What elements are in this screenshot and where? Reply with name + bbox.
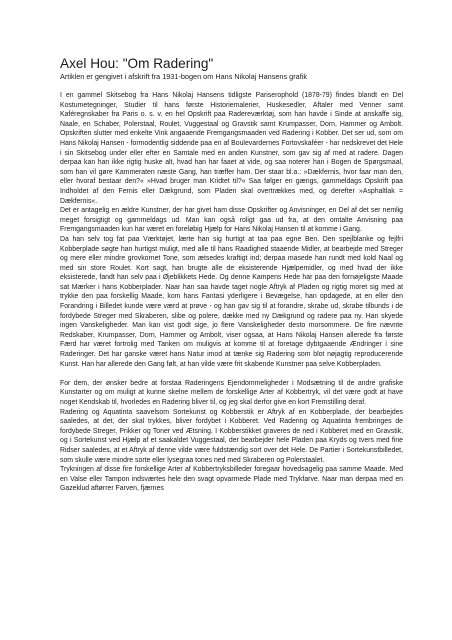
page-title: Axel Hou: "Om Radering" xyxy=(60,56,214,71)
paragraph: Radering og Aquatinta saavelsom Sortekunst og Kobberstik er Aftryk af en Kobberplade, der bearbejdes saaledes, at det, der skal trykkes, bliver fordybet i Kobberet. Ved Radering og Aquatinta frembringes de fordybede Streger, Prikker og Toner ved Ætsning. I Kobberstikket graveres de ned i Kobberet med en Gravstik, og i Sortekunst ved Hjælp af et saakaldet Vuggestaal, der bearbejder hele Pladen paa Kryds og tvers med fine Ridser saaledes, at et Aftryk af denne vilde være fuldstændig sort over det Hele. De Partier i Sortekunstbilledet, som skulle være mindre sorte eller lysegraa tones ned med Skraberen og Polerstaalet. xyxy=(60,408,403,464)
article-body xyxy=(60,91,403,494)
paragraph: For dem, der ønsker bedre at forstaa Raderingens Ejendommeligheder i Modsætning til de andre grafiske Kunstarter og om muligt at kunne skelne mellem de forskellige Arter af Kobbertryk, vil det være godt at have noget Kendskab til, hvorledes en Radering bliver til, og jeg skal derfor give en kort Fremstilling deraf. xyxy=(60,379,403,406)
paragraph: Trykningen af disse fire forskellige Arter af Kobbertryksbilleder foregaar hovedsagelig paa samme Maade. Med en Valse eller Tampon indsværtes hele den svagt opvarmede Plade med Trykfarve. Naar man derpaa med en Gazeklud aftørrer Farven, fjærnes xyxy=(60,466,403,493)
document-page xyxy=(60,56,403,494)
paragraph: Da han selv tog fat paa Værktøjet, lærte han sig hurtigt at taa paa egne Ben. Den spejlblanke og fejlfri Kobberplade søgte han hurtigst muligt, med alle til hans Raadighed staaende Midler, at bearbejde med Streger og mere eller mindre grovkornet Tone, som ætsedes kraftigt ind; derpaa masede han rundt med kold Naal og med sin store Roulet. Kort sagt, han brugte alle de eksisterende Hjælpemidler, og med hvad der ikke eksisterede, fandt han selv paa i Øjeblikkets Hede. Og denne Kampens Hede har paa den fornøjeligste Maade sat Mærker i hans Kobberplader. Naar han saa havde taget nogle Aftryk af Pladen og rigtig moret sig med at trykke den paa forskellig Maade, kom hans Fantasi yderligere i Bevægelse, han opdagede, at en eller den Forandring i Billedet kunde være værd at prøve - og han gav sig til at forandre, skrabe ud, skrabe tilbunds i de fordybede Streger med Skraberen, slibe og polere, dække med ny Dækgrund og radere paa ny. Han skyede ingen Vanskeligheder. Man kan vist godt sige, jo flere Vanskeligheder desto morsommere. De fire nævnte Redskaber, Krumpasser, Dorn, Hammer og Ambolt, viser ogsaa, at Hans Nikolaj Hansen allerede fra første Færd har været fortrolig med Tanken om muligvis at komme til at foretage dybtgaaende Ændringer i sine Raderinger. Det har ganske været hans Natur imod at tænke sig Radering som blot nøjagtig reproducerende Kunst. Han har allerede den Gang følt, at han vilde være frit skabende Kunstner paa selve Kobberpladen. xyxy=(60,235,403,368)
paragraph: I en gammel Skitsebog fra Hans Nikolaj Hansens tidligste Pariserophold (1878-79) findes blandt en Del Kostumetegninger, Studier til hans første Historiemalerier, Huskesedler, Aftaler med Venner samt Kaféregnskaber fra Paris o. s. v. en hel Opskrift paa Radereværktøj, som han havde i Sinde at anskaffe sig, Naale, en Schaber, Polerstaal, Roulet, Vuggestaal og Gravstik samt Krumpasser, Dorn, Hammer og Ambolt. Opskriften slutter med enkelte Vink angaaende Fremgangsmaaden ved Radering i Kobber. Det ser ud, som om Hans Nikolaj Hansen - formodentlig siddende paa en af Boulevardernes Fortovskaféer - har nedskrevet det Hele i sin Skitsebog under eller efter en Samtale med en anden Kunstner, som gav sig af med at radere. Dagen derpaa kan han ikke rigtig huske alt, hvad han har faaet at vide, og saa noterer han i Bogen de Spørgsmaal, som han vil gøre Kammeraten næste Gang, han træffer ham. Der staar bl.a.: »Dækfernis, hvor faar man den, eller hvoraf bestaar den?« »Hvad bruger man Kridtet til?« Saa følger en gængs, gammeldags Opskrift paa Indholdet af den Fernis eller Dækgrund, som Pladen skal overtrækkes med, og derefter »Asphaltlak = Dækfernis«. xyxy=(60,92,403,205)
paragraph: Det er antagelig en ældre Kunstner, der har givet ham disse Opskrifter og Anvisninger, en Del af det ser nemlig meget forsigtigt og gammeldags ud. Man kan også roligt gaa ud fra, at den omtalte Anvisning paa Fremgangsmaaden kun har været en foreløbig Hjælp for Hans Nikolaj Hansen til at komme i Gang. xyxy=(60,207,403,234)
page-subtitle: Artiklen er gengivet i afskrift fra 1931-bogen om Hans Nikolaj Hansens grafik xyxy=(60,72,307,81)
